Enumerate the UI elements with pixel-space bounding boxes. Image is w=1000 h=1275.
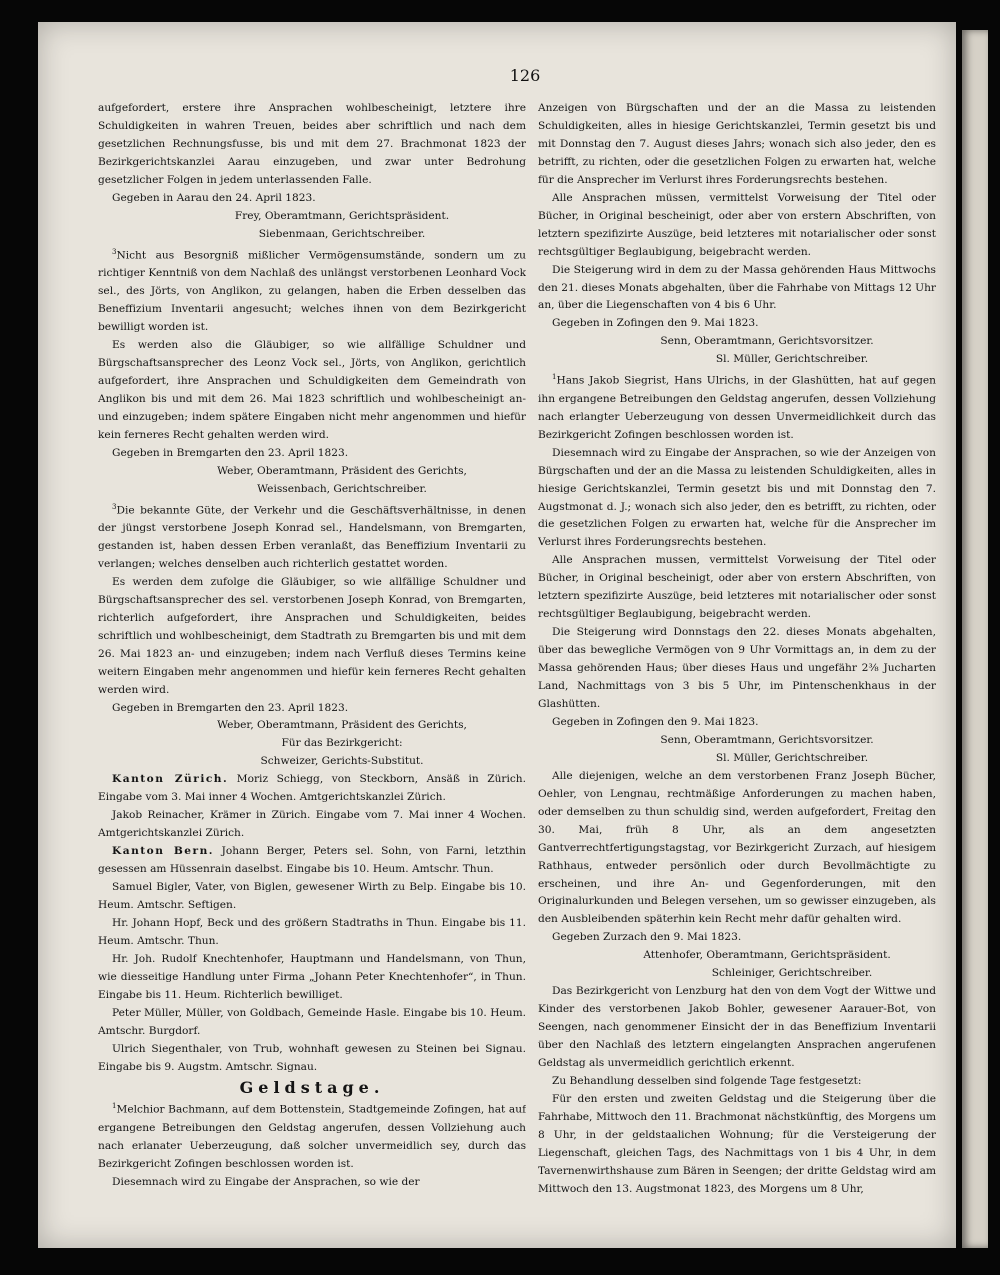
date-line: Gegeben in Bremgarten den 23. April 1823. [112, 701, 349, 714]
paragraph: Alle Ansprachen mussen, vermittelst Vorweisung der Titel oder Bücher, in Original bescheinigt, oder aber von erstern Abschriften, von letztern spezifizirte Auszüge, beid letzteres mit notarialischer oder sonst rechtsgültiger Beglaubigung, beigebracht werden. [538, 554, 936, 621]
list-item: Ulrich Siegenthaler, von Trub, wohnhaft gewesen zu Steinen bei Signau. Eingabe bis 9. Augstm. Amtschr. Signau. [98, 1042, 526, 1073]
paragraph: Die Steigerung wird in dem zu der Massa gehörenden Haus Mittwochs den 21. dieses Monats abgehalten, über die Fahrhabe von Mittags 12 Uhr an, über die Liegenschaften von 4 bis 6 Uhr. [538, 263, 936, 312]
list-item: Peter Müller, Müller, von Goldbach, Gemeinde Hasle. Eingabe bis 10. Heum. Amtschr. Burgdorf. [98, 1006, 526, 1037]
entry-text: Moriz Schiegg, von Steckborn, Ansäß in Zürich. Eingabe vom 3. Mai inner 4 Wochen. Amtgerichtskanzlei Zürich. [98, 773, 526, 804]
notice-text: Hans Jakob Siegrist, Hans Ulrichs, in der Glashütten, hat auf gegen ihn ergangene Betreibungen den Geldstag angerufen, dessen Vollziehung nach erlangter Ueberzeugung von dessen Unvermeidlichkeit durch das Bezirkgericht Zofingen beschlossen worden ist. [538, 374, 936, 441]
notice-text: Melchior Bachmann, auf dem Bottenstein, Stadtgemeinde Zofingen, hat auf ergangene Betreibungen den Geldstag angerufen, dessen Vollziehung auch nach erlanater Ueberzeugung, daß solcher unvermeidlich sey, durch das Bezirkgericht Zofingen beschlossen worden ist. [98, 1104, 526, 1170]
list-item: Hr. Johann Hopf, Beck und des größern Stadtraths in Thun. Eingabe bis 11. Heum. Amtschr. Thun. [98, 916, 526, 947]
signature: Frey, Oberamtmann, Gerichtspräsident. [234, 209, 450, 222]
adjacent-page-edge [962, 30, 988, 1248]
signature: Weissenbach, Gerichtschreiber. [257, 482, 427, 495]
signature: Siebenmaan, Gerichtschreiber. [258, 227, 426, 240]
notice-konrad [98, 499, 526, 574]
signature: Sl. Müller, Gerichtschreiber. [715, 353, 869, 366]
signature: Attenhofer, Oberamtmann, Gerichtspräsident. [643, 949, 891, 962]
entry-text: Johann Berger, Peters sel. Sohn, von Farni, letzthin gesessen am Hüssenrain daselbst. Eingabe bis 10. Heum. Amtschr. Thun. [98, 845, 526, 876]
canton-label: Kanton Bern. [112, 845, 214, 858]
section-heading: Geldstage. [239, 1077, 385, 1097]
notice-mark: 3 [112, 247, 117, 256]
signature: Senn, Oberamtmann, Gerichtsvorsitzer. [660, 733, 874, 746]
paragraph: aufgefordert, erstere ihre Ansprachen wohlbescheinigt, letztere ihre Schuldigkeiten in wahren Treuen, beides aber schriftlich und nach dem gesetzlichen Rechnungsfusse, bis und mit dem 27. Brachmonat 1823 der Bezirkgerichtskanzlei Aarau einzugeben, und zwar unter Bedrohung gesetzlicher Folgen in jedem unterlassenden Falle. [98, 102, 526, 186]
signature: Sl. Müller, Gerichtschreiber. [715, 751, 869, 764]
signature: Für das Bezirkgericht: [281, 737, 403, 750]
paragraph: Diesemnach wird zu Eingabe der Ansprachen, so wie der [112, 1175, 420, 1188]
paragraph: Das Bezirkgericht von Lenzburg hat den von dem Vogt der Wittwe und Kinder des verstorbenen Jakob Bohler, gewesener Aarauer-Bot, von Seengen, nach genommener Einsicht der in das Beneffizium Inventarii über den Nachlaß des letztern eingelangten Ansprachen angerufenen Geldstag als unvermeidlich gerichtlich erkennt. [538, 985, 936, 1070]
signature: Weber, Oberamtmann, Präsident des Gerichts, [217, 719, 467, 732]
date-line: Gegeben in Aarau den 24. April 1823. [112, 191, 316, 204]
notice-mark: 3 [112, 502, 117, 511]
paragraph: Anzeigen von Bürgschaften und der an die Massa zu leistenden Schuldigkeiten, alles in hiesige Gerichtskanzlei, Termin gesetzt bis und mit Donnstag den 7. August dieses Jahrs; wonach sich also jeder, den es betrifft, zu richten, oder die gesetzlichen Folgen zu erwarten hat, welche für die Ansprecher im Verlurst ihres Forderungsrechts bestehen. [538, 102, 936, 186]
signature: Schweizer, Gerichts-Substitut. [260, 755, 424, 768]
list-item: Samuel Bigler, Vater, von Biglen, gewesener Wirth zu Belp. Eingabe bis 10. Heum. Amtschr. Seftigen. [98, 881, 526, 911]
list-item [98, 771, 526, 807]
list-item: Jakob Reinacher, Krämer in Zürich. Eingabe vom 7. Mai inner 4 Wochen. Amtgerichtskanzlei Zürich. [98, 809, 526, 840]
notice-text: Nicht aus Besorgniß mißlicher Vermögensumstände, sondern um zu richtiger Kenntniß von dem Nachlaß des unlängst verstorbenen Leonhard Vock sel., des Jörts, von Anglikon, zu gelangen, haben die Erben desselben das Beneffizium Inventarii angesucht; welches ihnen von dem Bezirkgericht bewilligt worden ist. [98, 249, 526, 333]
date-line: Gegeben in Zofingen den 9. Mai 1823. [552, 317, 759, 330]
notice-vock [98, 244, 526, 337]
paragraph: Es werden also die Gläubiger, so wie allfällige Schuldner und Bürgschaftsansprecher des Leonz Vock sel., Jörts, von Anglikon, gerichtlich aufgefordert, ihre Ansprachen und Schuldigkeiten dem Gemeindrath von Anglikon bis und mit dem 26. Mai 1823 schriftlich und wohlbescheinigt an- und einzugeben; indem spätere Eingaben nicht mehr angenommen und hiefür kein ferneres Recht gehalten werden wird. [98, 338, 526, 441]
notice-mark: 1 [112, 1102, 117, 1111]
signature: Schleiniger, Gerichtschreiber. [711, 967, 873, 980]
list-item: Hr. Joh. Rudolf Knechtenhofer, Hauptmann und Handelsmann, von Thun, wie diesseitige Handlung unter Firma „Johann Peter Knechtenhofer“, in Thun. Eingabe bis 11. Heum. Richterlich bewilliget. [98, 952, 526, 1001]
paragraph: Die Steigerung wird Donnstags den 22. dieses Monats abgehalten, über das bewegliche Vermögen von 9 Uhr Vormittags an, in dem zu der Massa gehörenden Haus; über dieses Haus und ungefähr 2⅜ Jucharten Land, Nachmittags von 3 bis 5 Uhr, im Pintenschenkhaus in der Glashütten. [538, 626, 936, 710]
signature: Weber, Oberamtmann, Präsident des Gerichts, [217, 464, 467, 477]
date-line: Gegeben in Bremgarten den 23. April 1823. [112, 446, 349, 459]
paragraph: Es werden dem zufolge die Gläubiger, so wie allfällige Schuldner und Bürgschaftsansprecher des sel. verstorbenen Joseph Konrad, von Bremgarten, richterlich aufgefordert, ihre Ansprachen und Schuldigkeiten, beides schriftlich und wohlbescheinigt, dem Stadtrath zu Bremgarten bis und mit dem 26. Mai 1823 an- und einzugeben; indem nach Verfluß dieses Termins keine weitern Eingaben mehr angenommen und hiefür kein ferneres Recht gehalten werden wird. [98, 575, 526, 696]
right-column [538, 100, 936, 1215]
date-line: Gegeben Zurzach den 9. Mai 1823. [552, 931, 742, 944]
notice-siegrist [538, 369, 936, 444]
notice-bachmann [98, 1098, 526, 1173]
canton-label: Kanton Zürich. [112, 773, 229, 786]
date-line: Gegeben in Zofingen den 9. Mai 1823. [552, 715, 759, 728]
left-column [98, 100, 526, 1215]
paragraph: Für den ersten und zweiten Geldstag und die Steigerung über die Fahrhabe, Mittwoch den 11. Brachmonat nächstkünftig, des Morgens um 8 Uhr, in der geldstaalichen Wohnung; für die Versteigerung der Liegenschaft, gleichen Tags, des Nachmittags von 1 bis 4 Uhr, in dem Tavernenwirthshause zum Bären in Seengen; der dritte Geldstag wird am Mittwoch den 13. Augstmonat 1823, des Morgens um 8 Uhr, [538, 1092, 936, 1195]
signature: Senn, Oberamtmann, Gerichtsvorsitzer. [660, 335, 874, 348]
paragraph: Alle diejenigen, welche an dem verstorbenen Franz Joseph Bücher, Oehler, von Lengnau, rechtmäßige Anforderungen zu machen haben, oder demselben zu thun schuldig sind, werden aufgefordert, Freitag den 30. Mai, früh 8 Uhr, als an dem angesetzten Gantverrechtfertigungstagstag, vor Bezirkgericht Zurzach, auf hiesigem Rathhaus, entweder persönlich oder durch Bevollmächtigte zu erscheinen, und ihre An- und Gegenforderungen, mit den Originalurkunden und Belegen versehen, um so gewisser einzugeben, als den Ausbleibenden späterhin kein Recht mehr dafür gehalten wird. [538, 769, 936, 926]
page-number: 126 [509, 66, 541, 85]
paragraph: Diesemnach wird zu Eingabe der Ansprachen, so wie der Anzeigen von Bürgschaften und der an die Massa zu leistenden Schuldigkeiten, alles in hiesige Gerichtskanzlei, Termin gesetzt bis und mit Donnstag den 7. Augstmonat d. J.; wonach sich also jeder, den es betrifft, zu richten, oder die gesetzlichen Folgen zu erwarten hat, welche für die Ansprecher im Verlurst ihres Forderungsrechts bestehen. [538, 446, 936, 549]
paragraph: Zu Behandlung desselben sind folgende Tage festgesetzt: [552, 1075, 862, 1087]
list-item [98, 843, 526, 879]
paragraph: Alle Ansprachen müssen, vermittelst Vorweisung der Titel oder Bücher, in Original bescheinigt, oder aber von erstern Abschriften, von letztern spezifizirte Auszüge, beid letzteres mit notarialischer oder sonst rechtsgültiger Beglaubigung, beigebracht werden. [538, 191, 936, 258]
notice-text: Die bekannte Güte, der Verkehr und die Geschäftsverhältnisse, in denen der jüngst verstorbene Joseph Konrad sel., Handelsmann, von Bremgarten, gestanden ist, haben dessen Erben veranlaßt, das Beneffizium Inventarii zu verlangen; welches denselben auch richterlich gestattet worden. [98, 504, 526, 570]
notice-mark: 1 [552, 373, 557, 382]
